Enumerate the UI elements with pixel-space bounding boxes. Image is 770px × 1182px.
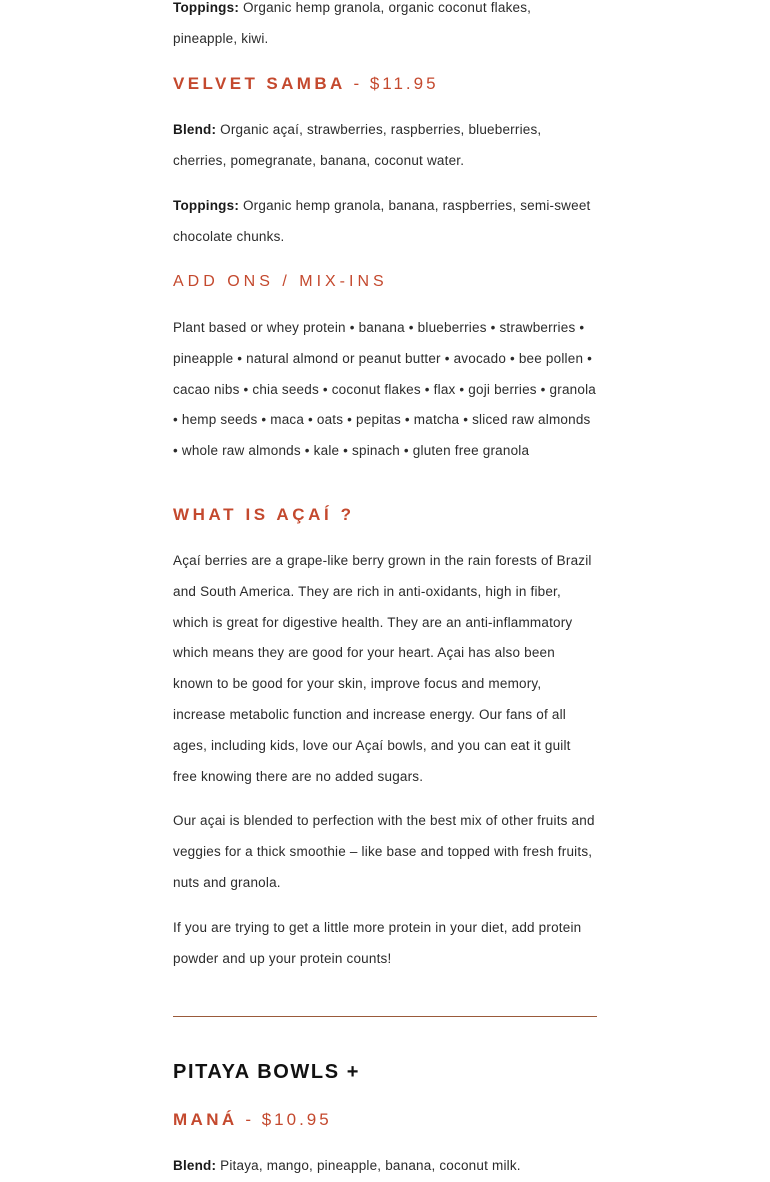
what-is-acai-title: WHAT IS AÇAÍ ? bbox=[173, 505, 355, 524]
velvet-samba-title bbox=[173, 73, 597, 95]
blend-text: Pitaya, mango, pineapple, banana, coconut milk. bbox=[216, 1158, 521, 1173]
toppings-text: Organic hemp granola, banana, raspberries, semi-sweet chocolate chunks. bbox=[173, 198, 591, 244]
acai-paragraph-2: Our açai is blended to perfection with the best mix of other fruits and veggies for a thick smoothie – like base and topped with fresh fruits, nuts and granola. bbox=[173, 813, 595, 890]
velvet-samba-toppings bbox=[173, 191, 597, 253]
mana-title bbox=[173, 1109, 597, 1131]
item-name: MANÁ bbox=[173, 1110, 238, 1129]
blend-label: Blend: bbox=[173, 122, 217, 137]
toppings-text: Organic hemp granola, organic coconut flakes, pineapple, kiwi. bbox=[173, 0, 532, 46]
top-item-toppings bbox=[173, 0, 597, 55]
item-price: - $11.95 bbox=[345, 74, 439, 93]
toppings-label: Toppings: bbox=[173, 198, 240, 213]
item-price: - $10.95 bbox=[237, 1110, 332, 1129]
acai-paragraph-1: Açaí berries are a grape-like berry grown in the rain forests of Brazil and South America. They are rich in anti-oxidants, high in fiber, which is great for digestive health. They are an anti-inflammatory which means they are good for your heart. Açai has also been known to be good for your skin, improve focus and memory, increase metabolic function and increase energy. Our fans of all ages, including kids, love our Açaí bowls, and you can eat it guilt free knowing there are no added sugars. bbox=[173, 553, 592, 784]
mana-blend bbox=[173, 1151, 597, 1182]
blend-label: Blend: bbox=[173, 1158, 217, 1173]
pitaya-bowls-title: PITAYA BOWLS + bbox=[173, 1061, 361, 1083]
toppings-label: Toppings: bbox=[173, 0, 240, 15]
add-ons-title: ADD ONS / MIX-INS bbox=[173, 273, 388, 290]
acai-paragraph-3: If you are trying to get a little more protein in your diet, add protein powder and up your protein counts! bbox=[173, 920, 582, 966]
velvet-samba-blend bbox=[173, 115, 597, 177]
section-divider bbox=[173, 1016, 597, 1017]
blend-text: Organic açaí, strawberries, raspberries, blueberries, cherries, pomegranate, banana, coconut water. bbox=[173, 122, 542, 168]
add-ons-list: Plant based or whey protein • banana • blueberries • strawberries • pineapple • natural almond or peanut butter • avocado • bee pollen • cacao nibs • chia seeds • coconut flakes • flax • goji berries • granola • hemp seeds • maca • oats • pepitas • matcha • sliced raw almonds • whole raw almonds • kale • spinach • gluten free granola bbox=[173, 320, 596, 459]
item-name: VELVET SAMBA bbox=[173, 74, 346, 93]
